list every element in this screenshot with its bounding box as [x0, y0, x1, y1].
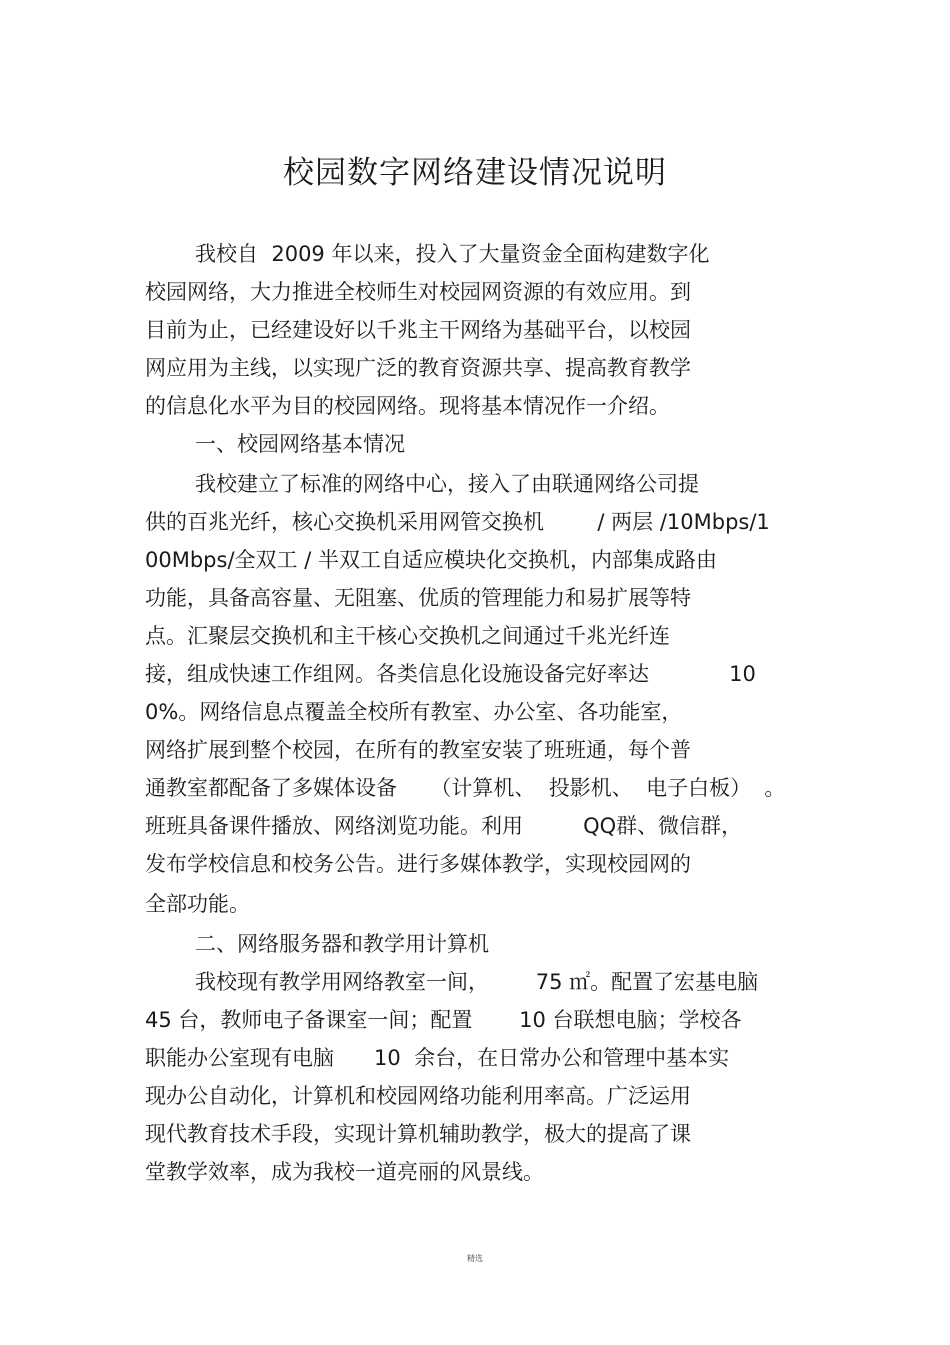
section-heading-1: 一、校园网络基本情况 — [195, 432, 405, 456]
paragraph-line: 通教室都配备了多媒体设备 （计算机、 投影机、 电子白板） 。 — [145, 776, 786, 800]
paragraph-line: 全部功能。 — [145, 892, 250, 916]
paragraph-line: 班班具备课件播放、网络浏览功能。利用 QQ群、微信群， — [145, 814, 743, 838]
paragraph-line: 网络扩展到整个校园，在所有的教室安装了班班通，每个普 — [145, 738, 691, 762]
paragraph-line: 网应用为主线，以实现广泛的教育资源共享、提高教育教学 — [145, 356, 691, 380]
paragraph-line: 我校自 2009 年以来，投入了大量资金全面构建数字化 — [195, 242, 710, 266]
paragraph-line: 的信息化水平为目的校园网络。现将基本情况作一介绍。 — [145, 394, 670, 418]
paragraph-line: 供的百兆光纤，核心交换机采用网管交换机 / 两层 /10Mbps/1 — [145, 510, 770, 534]
paragraph-line: 45 台，教师电子备课室一间；配置 10 台联想电脑；学校各 — [145, 1008, 742, 1032]
paragraph-line: 目前为止，已经建设好以千兆主干网络为基础平台，以校园 — [145, 318, 691, 342]
paragraph-line: 发布学校信息和校务公告。进行多媒体教学，实现校园网的 — [145, 852, 691, 876]
paragraph-line: 00Mbps/全双工 / 半双工自适应模块化交换机，内部集成路由 — [145, 548, 717, 572]
paragraph-line: 现办公自动化，计算机和校园网络功能利用率高。广泛运用 — [145, 1084, 691, 1108]
paragraph-line: 我校建立了标准的网络中心，接入了由联通网络公司提 — [195, 472, 699, 496]
paragraph-line: 堂教学效率，成为我校一道亮丽的风景线。 — [145, 1160, 544, 1184]
paragraph-line: 0%。网络信息点覆盖全校所有教室、办公室、各功能室， — [145, 700, 683, 724]
section-heading-2: 二、网络服务器和教学用计算机 — [195, 932, 489, 956]
paragraph-line: 校园网络，大力推进全校师生对校园网资源的有效应用。到 — [145, 280, 691, 304]
paragraph-line: 接，组成快速工作组网。各类信息化设施设备完好率达 10 — [145, 662, 756, 686]
paragraph-line: 职能办公室现有电脑 10 余台，在日常办公和管理中基本实 — [145, 1046, 730, 1070]
paragraph-line: 点。汇聚层交换机和主干核心交换机之间通过千兆光纤连 — [145, 624, 670, 648]
paragraph-line: 功能，具备高容量、无阻塞、优质的管理能力和易扩展等特 — [145, 586, 691, 610]
paragraph-line: 现代教育技术手段，实现计算机辅助教学，极大的提高了课 — [145, 1122, 691, 1146]
document-title: 校园数字网络建设情况说明 — [283, 155, 667, 191]
paragraph-line: 我校现有教学用网络教室一间， 75 ㎡。配置了宏基电脑 — [195, 970, 759, 994]
page-footer: 精选 — [467, 1254, 483, 1263]
